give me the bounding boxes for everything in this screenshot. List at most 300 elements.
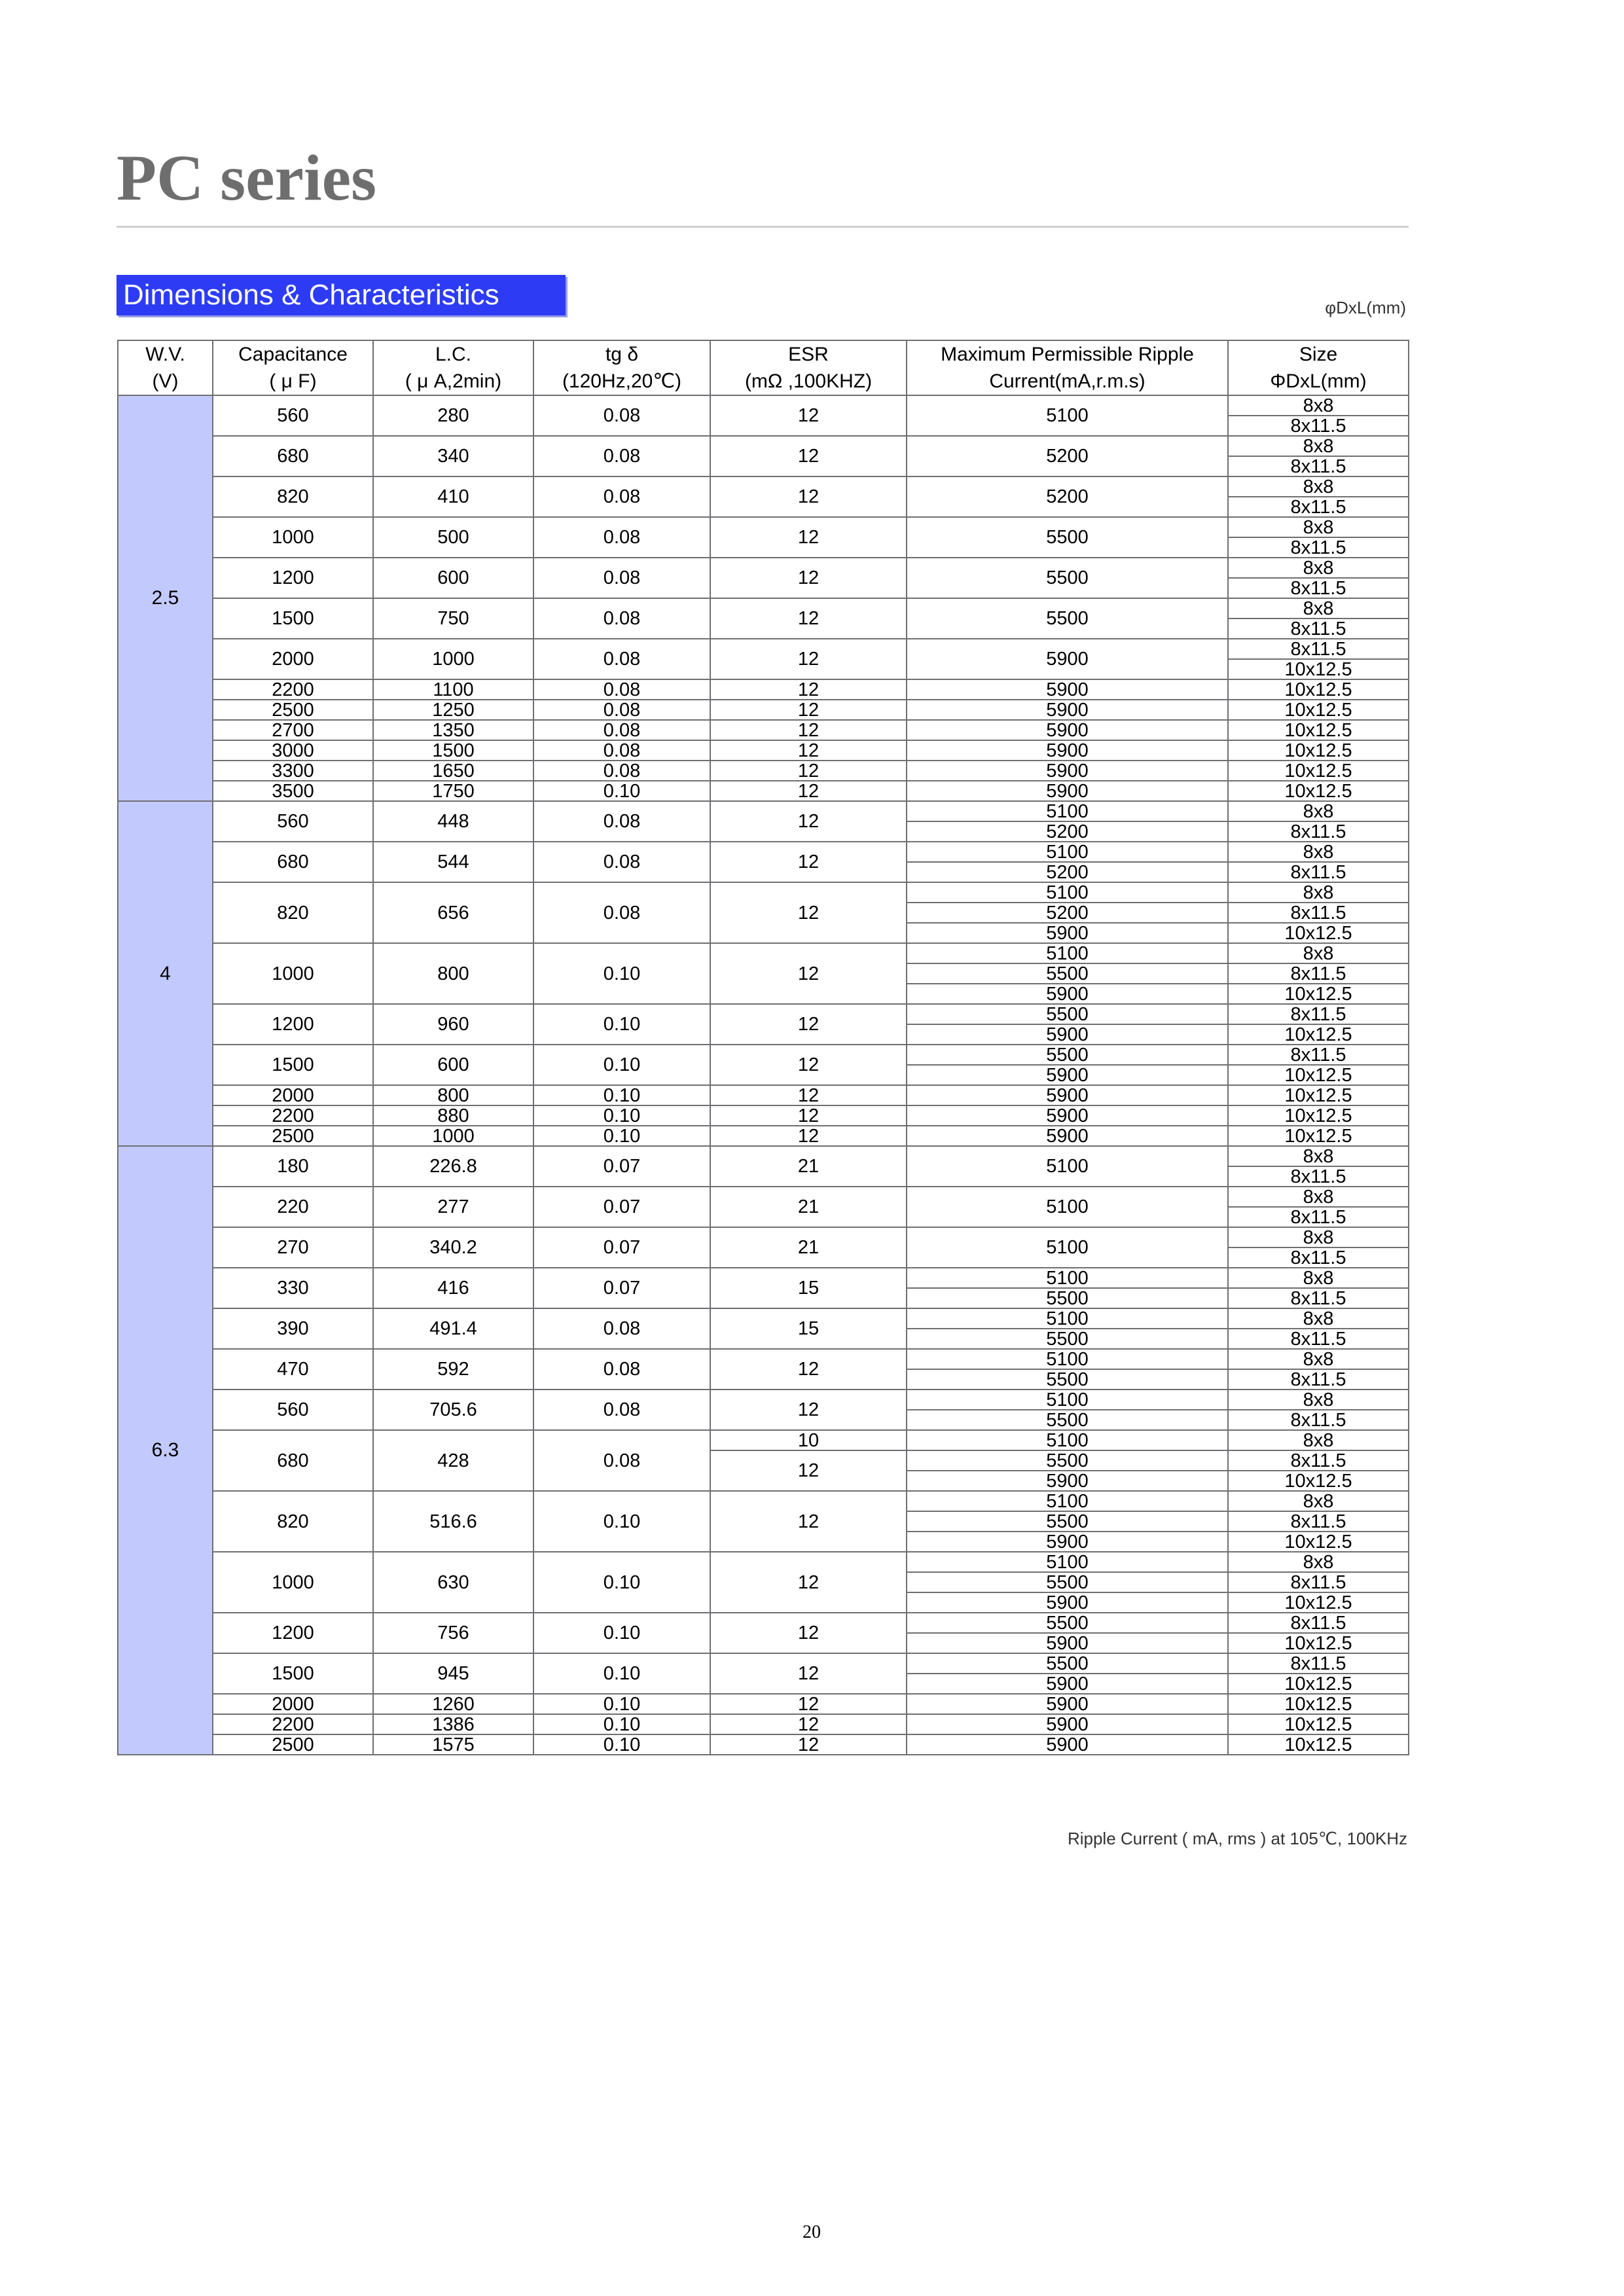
tg-cell: 0.10 [533, 1105, 710, 1126]
table-row [118, 720, 1409, 740]
size-cell: 8x11.5 [1228, 1247, 1409, 1268]
section-title: Dimensions & Characteristics [123, 279, 499, 311]
esr-cell: 12 [710, 842, 907, 882]
tg-cell: 0.10 [533, 1613, 710, 1653]
lc-cell: 226.8 [373, 1146, 533, 1187]
lc-cell: 491.4 [373, 1308, 533, 1349]
esr-cell: 12 [710, 1126, 907, 1146]
ripple-cell: 5900 [907, 1065, 1228, 1085]
lc-cell: 600 [373, 558, 533, 598]
table-row [118, 700, 1409, 720]
ripple-cell: 5500 [907, 1511, 1228, 1532]
ripple-cell: 5100 [907, 1187, 1228, 1227]
table-row [118, 1045, 1409, 1065]
tg-cell: 0.07 [533, 1227, 710, 1268]
size-cell: 10x12.5 [1228, 984, 1409, 1004]
table-row [118, 436, 1409, 456]
lc-cell: 428 [373, 1430, 533, 1491]
size-cell: 10x12.5 [1228, 659, 1409, 679]
table-row [118, 517, 1409, 537]
ripple-cell: 5100 [907, 1491, 1228, 1511]
esr-cell: 12 [710, 639, 907, 679]
esr-cell: 15 [710, 1308, 907, 1349]
size-cell: 8x11.5 [1228, 963, 1409, 984]
tg-cell: 0.10 [533, 1694, 710, 1714]
ripple-cell: 5900 [907, 1592, 1228, 1613]
capacitance-cell: 3000 [213, 740, 373, 761]
tg-cell: 0.08 [533, 1349, 710, 1390]
esr-cell: 12 [710, 436, 907, 476]
ripple-cell: 5900 [907, 720, 1228, 740]
ripple-cell: 5900 [907, 1694, 1228, 1714]
table-header [118, 340, 1409, 395]
size-cell: 8x8 [1228, 1552, 1409, 1572]
capacitance-cell: 560 [213, 1390, 373, 1430]
size-cell: 8x11.5 [1228, 619, 1409, 639]
size-cell: 8x8 [1228, 1227, 1409, 1247]
ripple-cell: 5200 [907, 821, 1228, 842]
ripple-cell: 5500 [907, 1329, 1228, 1349]
ripple-cell: 5900 [907, 1085, 1228, 1105]
size-cell: 10x12.5 [1228, 1633, 1409, 1653]
size-cell: 8x8 [1228, 1430, 1409, 1450]
header-row-top [118, 340, 1409, 368]
size-cell: 8x11.5 [1228, 821, 1409, 842]
esr-cell: 12 [710, 943, 907, 1004]
ripple-cell: 5900 [907, 740, 1228, 761]
page-number: 20 [803, 2222, 821, 2242]
tg-cell: 0.08 [533, 700, 710, 720]
lc-cell: 340 [373, 436, 533, 476]
table-row [118, 1268, 1409, 1288]
table-row [118, 1694, 1409, 1714]
ripple-cell: 5500 [907, 517, 1228, 558]
size-cell: 8x11.5 [1228, 903, 1409, 923]
capacitance-cell: 3500 [213, 781, 373, 801]
esr-cell: 12 [710, 1450, 907, 1491]
size-cell: 10x12.5 [1228, 923, 1409, 943]
table-row [118, 1552, 1409, 1572]
header-tg-unit: (120Hz,20℃) [533, 368, 710, 395]
table-row [118, 801, 1409, 821]
capacitance-cell: 820 [213, 476, 373, 517]
size-cell: 10x12.5 [1228, 1024, 1409, 1045]
esr-cell: 12 [710, 1105, 907, 1126]
ripple-cell: 5900 [907, 700, 1228, 720]
ripple-cell: 5100 [907, 882, 1228, 903]
tg-cell: 0.08 [533, 476, 710, 517]
tg-cell: 0.08 [533, 882, 710, 943]
table-row [118, 1613, 1409, 1633]
esr-cell: 10 [710, 1430, 907, 1450]
esr-cell: 12 [710, 558, 907, 598]
header-esr: ESR [710, 340, 907, 368]
size-cell: 8x11.5 [1228, 1369, 1409, 1390]
tg-cell: 0.10 [533, 1004, 710, 1045]
ripple-cell: 5900 [907, 1734, 1228, 1755]
table-row [118, 1085, 1409, 1105]
table-row [118, 882, 1409, 903]
size-cell: 10x12.5 [1228, 1065, 1409, 1085]
tg-cell: 0.10 [533, 781, 710, 801]
size-cell: 8x11.5 [1228, 862, 1409, 882]
ripple-cell: 5100 [907, 842, 1228, 862]
lc-cell: 544 [373, 842, 533, 882]
capacitance-cell: 560 [213, 395, 373, 436]
header-tg: tg δ [533, 340, 710, 368]
size-cell: 10x12.5 [1228, 740, 1409, 761]
table-row [118, 639, 1409, 659]
size-cell: 8x8 [1228, 395, 1409, 416]
size-cell: 8x8 [1228, 598, 1409, 619]
capacitance-cell: 680 [213, 436, 373, 476]
size-cell: 10x12.5 [1228, 761, 1409, 781]
ripple-cell: 5500 [907, 1613, 1228, 1633]
capacitance-cell: 1500 [213, 598, 373, 639]
ripple-cell: 5500 [907, 1004, 1228, 1024]
ripple-cell: 5900 [907, 1532, 1228, 1552]
ripple-cell: 5500 [907, 1572, 1228, 1592]
ripple-cell: 5500 [907, 1045, 1228, 1065]
esr-cell: 12 [710, 801, 907, 842]
esr-cell: 12 [710, 1734, 907, 1755]
esr-cell: 12 [710, 1349, 907, 1390]
size-cell: 8x11.5 [1228, 1288, 1409, 1308]
esr-cell: 12 [710, 1390, 907, 1430]
lc-cell: 448 [373, 801, 533, 842]
tg-cell: 0.10 [533, 1734, 710, 1755]
lc-cell: 410 [373, 476, 533, 517]
tg-cell: 0.08 [533, 720, 710, 740]
header-wv-unit: (V) [118, 368, 213, 395]
table-body [118, 395, 1409, 1755]
tg-cell: 0.08 [533, 436, 710, 476]
esr-cell: 12 [710, 700, 907, 720]
tg-cell: 0.08 [533, 761, 710, 781]
tg-cell: 0.08 [533, 1390, 710, 1430]
table-row [118, 558, 1409, 578]
capacitance-cell: 2700 [213, 720, 373, 740]
tg-cell: 0.10 [533, 1126, 710, 1146]
header-capacitance: Capacitance [213, 340, 373, 368]
ripple-cell: 5100 [907, 1390, 1228, 1410]
capacitance-cell: 1500 [213, 1045, 373, 1085]
size-cell: 10x12.5 [1228, 1592, 1409, 1613]
ripple-cell: 5900 [907, 923, 1228, 943]
table-row [118, 1004, 1409, 1024]
capacitance-cell: 560 [213, 801, 373, 842]
esr-cell: 12 [710, 1613, 907, 1653]
size-cell: 8x11.5 [1228, 416, 1409, 436]
ripple-cell: 5900 [907, 1633, 1228, 1653]
size-cell: 10x12.5 [1228, 679, 1409, 700]
capacitance-cell: 470 [213, 1349, 373, 1390]
size-cell: 10x12.5 [1228, 1105, 1409, 1126]
table-row [118, 1187, 1409, 1207]
tg-cell: 0.08 [533, 517, 710, 558]
header-ripple-unit: Current(mA,r.m.s) [907, 368, 1228, 395]
capacitance-cell: 1500 [213, 1653, 373, 1694]
capacitance-cell: 330 [213, 1268, 373, 1308]
esr-cell: 21 [710, 1227, 907, 1268]
size-cell: 8x11.5 [1228, 456, 1409, 476]
capacitance-cell: 390 [213, 1308, 373, 1349]
capacitance-cell: 2200 [213, 1714, 373, 1734]
size-cell: 8x11.5 [1228, 497, 1409, 517]
size-cell: 8x11.5 [1228, 1450, 1409, 1471]
size-cell: 8x11.5 [1228, 1166, 1409, 1187]
esr-cell: 21 [710, 1146, 907, 1187]
ripple-cell: 5500 [907, 1288, 1228, 1308]
lc-cell: 800 [373, 943, 533, 1004]
esr-cell: 12 [710, 882, 907, 943]
capacitance-cell: 820 [213, 882, 373, 943]
header-lc: L.C. [373, 340, 533, 368]
spec-table [117, 340, 1409, 1755]
size-cell: 8x11.5 [1228, 1613, 1409, 1633]
ripple-cell: 5200 [907, 862, 1228, 882]
ripple-cell: 5900 [907, 1024, 1228, 1045]
ripple-cell: 5100 [907, 1349, 1228, 1369]
capacitance-cell: 2500 [213, 1126, 373, 1146]
esr-cell: 12 [710, 1653, 907, 1694]
capacitance-cell: 1200 [213, 1613, 373, 1653]
table-row [118, 1349, 1409, 1369]
tg-cell: 0.10 [533, 943, 710, 1004]
capacitance-cell: 220 [213, 1187, 373, 1227]
lc-cell: 750 [373, 598, 533, 639]
esr-cell: 12 [710, 476, 907, 517]
units-note: φDxL(mm) [1325, 298, 1406, 317]
size-cell: 8x8 [1228, 1308, 1409, 1329]
table-row [118, 1714, 1409, 1734]
ripple-cell: 5100 [907, 1227, 1228, 1268]
lc-cell: 1000 [373, 639, 533, 679]
ripple-cell: 5200 [907, 476, 1228, 517]
capacitance-cell: 820 [213, 1491, 373, 1552]
size-cell: 8x8 [1228, 436, 1409, 456]
table-row [118, 1308, 1409, 1329]
size-cell: 10x12.5 [1228, 720, 1409, 740]
tg-cell: 0.10 [533, 1491, 710, 1552]
lc-cell: 1386 [373, 1714, 533, 1734]
tg-cell: 0.08 [533, 801, 710, 842]
ripple-cell: 5100 [907, 1430, 1228, 1450]
table-row [118, 1227, 1409, 1247]
size-cell: 8x11.5 [1228, 1329, 1409, 1349]
capacitance-cell: 1000 [213, 943, 373, 1004]
tg-cell: 0.10 [533, 1085, 710, 1105]
header-lc-unit: ( μ A,2min) [373, 368, 533, 395]
header-ripple: Maximum Permissible Ripple [907, 340, 1228, 368]
size-cell: 8x11.5 [1228, 1207, 1409, 1227]
size-cell: 10x12.5 [1228, 1126, 1409, 1146]
esr-cell: 12 [710, 740, 907, 761]
esr-cell: 12 [710, 395, 907, 436]
ripple-cell: 5900 [907, 1674, 1228, 1694]
ripple-cell: 5200 [907, 436, 1228, 476]
header-row-bottom [118, 368, 1409, 395]
ripple-cell: 5900 [907, 1105, 1228, 1126]
size-cell: 10x12.5 [1228, 1674, 1409, 1694]
tg-cell: 0.08 [533, 1308, 710, 1349]
table-row [118, 1105, 1409, 1126]
capacitance-cell: 2000 [213, 1085, 373, 1105]
lc-cell: 592 [373, 1349, 533, 1390]
capacitance-cell: 270 [213, 1227, 373, 1268]
capacitance-cell: 1200 [213, 558, 373, 598]
lc-cell: 1000 [373, 1126, 533, 1146]
ripple-cell: 5900 [907, 1471, 1228, 1491]
title-divider [117, 226, 1409, 228]
size-cell: 8x8 [1228, 517, 1409, 537]
size-cell: 10x12.5 [1228, 1471, 1409, 1491]
tg-cell: 0.08 [533, 842, 710, 882]
ripple-cell: 5500 [907, 1410, 1228, 1430]
lc-cell: 1575 [373, 1734, 533, 1755]
esr-cell: 12 [710, 720, 907, 740]
tg-cell: 0.07 [533, 1187, 710, 1227]
size-cell: 8x8 [1228, 943, 1409, 963]
ripple-cell: 5900 [907, 781, 1228, 801]
size-cell: 8x11.5 [1228, 1410, 1409, 1430]
table-row [118, 679, 1409, 700]
table-row [118, 781, 1409, 801]
lc-cell: 340.2 [373, 1227, 533, 1268]
size-cell: 8x8 [1228, 842, 1409, 862]
capacitance-cell: 2200 [213, 679, 373, 700]
page-title: PC series [117, 141, 377, 214]
capacitance-cell: 680 [213, 842, 373, 882]
wv-cell: 2.5 [118, 395, 213, 801]
esr-cell: 12 [710, 598, 907, 639]
size-cell: 8x8 [1228, 476, 1409, 497]
tg-cell: 0.07 [533, 1146, 710, 1187]
esr-cell: 12 [710, 1004, 907, 1045]
lc-cell: 1500 [373, 740, 533, 761]
lc-cell: 280 [373, 395, 533, 436]
ripple-cell: 5500 [907, 598, 1228, 639]
lc-cell: 516.6 [373, 1491, 533, 1552]
ripple-cell: 5100 [907, 1308, 1228, 1329]
tg-cell: 0.07 [533, 1268, 710, 1308]
size-cell: 10x12.5 [1228, 781, 1409, 801]
tg-cell: 0.10 [533, 1714, 710, 1734]
esr-cell: 12 [710, 679, 907, 700]
lc-cell: 656 [373, 882, 533, 943]
lc-cell: 1650 [373, 761, 533, 781]
capacitance-cell: 1200 [213, 1004, 373, 1045]
size-cell: 10x12.5 [1228, 1532, 1409, 1552]
size-cell: 10x12.5 [1228, 1694, 1409, 1714]
esr-cell: 12 [710, 1085, 907, 1105]
lc-cell: 416 [373, 1268, 533, 1308]
table-row [118, 476, 1409, 497]
table-row [118, 1491, 1409, 1511]
lc-cell: 630 [373, 1552, 533, 1613]
table-row [118, 740, 1409, 761]
ripple-cell: 5500 [907, 558, 1228, 598]
capacitance-cell: 2000 [213, 1694, 373, 1714]
size-cell: 8x11.5 [1228, 1004, 1409, 1024]
table-row [118, 395, 1409, 416]
ripple-cell: 5500 [907, 1450, 1228, 1471]
table-row [118, 1430, 1409, 1450]
lc-cell: 1250 [373, 700, 533, 720]
lc-cell: 756 [373, 1613, 533, 1653]
ripple-cell: 5100 [907, 801, 1228, 821]
capacitance-cell: 2500 [213, 1734, 373, 1755]
tg-cell: 0.08 [533, 679, 710, 700]
size-cell: 8x8 [1228, 1146, 1409, 1166]
lc-cell: 880 [373, 1105, 533, 1126]
lc-cell: 945 [373, 1653, 533, 1694]
esr-cell: 12 [710, 761, 907, 781]
lc-cell: 500 [373, 517, 533, 558]
ripple-cell: 5500 [907, 1653, 1228, 1674]
capacitance-cell: 2200 [213, 1105, 373, 1126]
tg-cell: 0.08 [533, 395, 710, 436]
size-cell: 8x11.5 [1228, 1511, 1409, 1532]
table-row [118, 1126, 1409, 1146]
size-cell: 8x11.5 [1228, 578, 1409, 598]
wv-cell: 6.3 [118, 1146, 213, 1755]
lc-cell: 705.6 [373, 1390, 533, 1430]
lc-cell: 1750 [373, 781, 533, 801]
ripple-cell: 5900 [907, 1126, 1228, 1146]
size-cell: 8x11.5 [1228, 1045, 1409, 1065]
ripple-cell: 5100 [907, 395, 1228, 436]
capacitance-cell: 3300 [213, 761, 373, 781]
size-cell: 10x12.5 [1228, 1734, 1409, 1755]
capacitance-cell: 2000 [213, 639, 373, 679]
wv-cell: 4 [118, 801, 213, 1146]
ripple-cell: 5900 [907, 1714, 1228, 1734]
esr-cell: 12 [710, 781, 907, 801]
esr-cell: 21 [710, 1187, 907, 1227]
size-cell: 8x11.5 [1228, 1572, 1409, 1592]
capacitance-cell: 1000 [213, 517, 373, 558]
lc-cell: 800 [373, 1085, 533, 1105]
table-row [118, 1390, 1409, 1410]
size-cell: 8x8 [1228, 1390, 1409, 1410]
capacitance-cell: 680 [213, 1430, 373, 1491]
ripple-cell: 5900 [907, 761, 1228, 781]
esr-cell: 12 [710, 1694, 907, 1714]
ripple-cell: 5100 [907, 1146, 1228, 1187]
size-cell: 8x8 [1228, 1187, 1409, 1207]
tg-cell: 0.08 [533, 639, 710, 679]
size-cell: 8x8 [1228, 1268, 1409, 1288]
ripple-cell: 5900 [907, 639, 1228, 679]
capacitance-cell: 2500 [213, 700, 373, 720]
table-row [118, 761, 1409, 781]
lc-cell: 600 [373, 1045, 533, 1085]
tg-cell: 0.08 [533, 740, 710, 761]
ripple-cell: 5500 [907, 963, 1228, 984]
lc-cell: 1350 [373, 720, 533, 740]
table-row [118, 1734, 1409, 1755]
size-cell: 8x8 [1228, 882, 1409, 903]
size-cell: 10x12.5 [1228, 700, 1409, 720]
esr-cell: 12 [710, 1491, 907, 1552]
tg-cell: 0.08 [533, 1430, 710, 1491]
size-cell: 8x8 [1228, 1491, 1409, 1511]
tg-cell: 0.10 [533, 1552, 710, 1613]
table-row [118, 943, 1409, 963]
section-header [117, 275, 566, 315]
ripple-cell: 5200 [907, 903, 1228, 923]
